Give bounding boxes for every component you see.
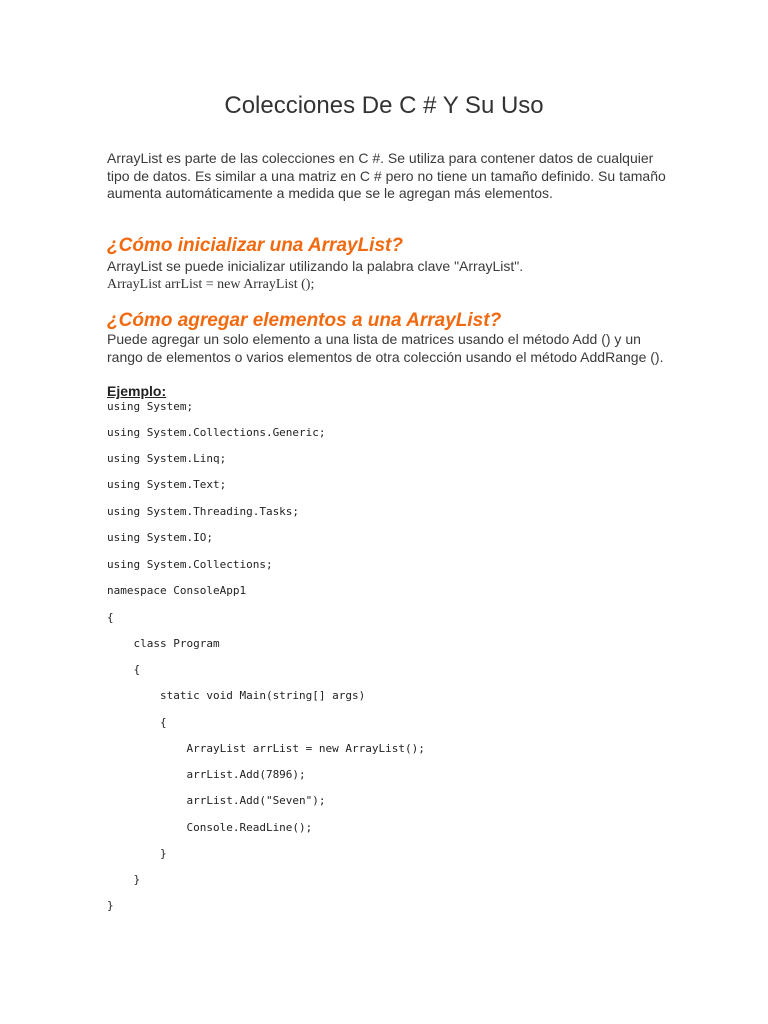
code-line: using System.Collections;	[107, 558, 273, 571]
code-line: using System;	[107, 400, 194, 413]
code-line: {	[107, 663, 141, 676]
code-line: }	[107, 899, 114, 912]
code-line: using System.Collections.Generic;	[107, 426, 326, 439]
example-label: Ejemplo:	[107, 383, 167, 399]
code-line: class Program	[107, 637, 220, 650]
intro-paragraph: ArrayList es parte de las colecciones en C #. Se utiliza para contener datos de cualquier tipo de datos. Es similar a una matriz en C # pero no tiene un tamaño definido. Su tamaño aumenta automáticamente a medida que se le agregan más elementos.	[107, 150, 666, 201]
code-line: {	[107, 716, 167, 729]
code-line: Console.ReadLine();	[107, 821, 313, 834]
code-line: {	[107, 611, 114, 624]
code-line: using System.Threading.Tasks;	[107, 505, 300, 518]
code-line: using System.Text;	[107, 478, 227, 491]
code-line: static void Main(string[] args)	[107, 689, 366, 702]
initialize-code-line: ArrayList arrList = new ArrayList ();	[107, 277, 315, 292]
code-line: }	[107, 873, 141, 886]
code-line: using System.IO;	[107, 531, 213, 544]
section-heading-initialize: ¿Cómo inicializar una ArrayList?	[107, 235, 403, 256]
section-heading-add: ¿Cómo agregar elementos a una ArrayList?	[107, 310, 502, 331]
code-line: namespace ConsoleApp1	[107, 584, 247, 597]
code-line: arrList.Add(7896);	[107, 768, 306, 781]
page-title: Colecciones De C # Y Su Uso	[224, 92, 544, 119]
code-line: using System.Linq;	[107, 452, 227, 465]
code-line: }	[107, 847, 167, 860]
section-text-initialize: ArrayList se puede inicializar utilizando la palabra clave "ArrayList".	[107, 258, 524, 274]
section-text-add: Puede agregar un solo elemento a una lista de matrices usando el método Add () y un rango de elementos o varios elementos de otra colección usando el método AddRange ().	[107, 331, 664, 365]
code-line: arrList.Add("Seven");	[107, 794, 326, 807]
code-line: ArrayList arrList = new ArrayList();	[107, 742, 425, 755]
